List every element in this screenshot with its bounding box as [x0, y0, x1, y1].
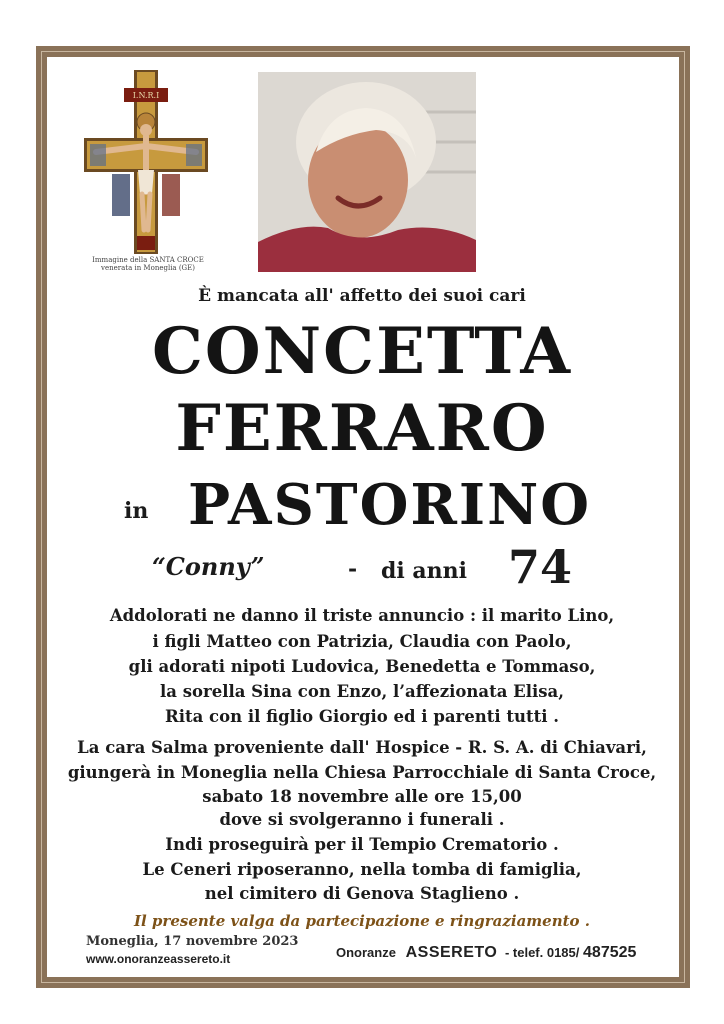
announcement-line: Addolorati ne danno il triste annuncio : il marito Lino,	[109, 606, 615, 625]
funeral-line: Le Ceneri riposeranno, nella tomba di famiglia,	[142, 860, 582, 879]
funeral-line: Indi proseguirà per il Tempio Crematorio .	[165, 835, 559, 854]
funeral-line: dove si svolgeranno i funerali .	[219, 810, 505, 829]
phone-label: - telef. 0185/	[504, 945, 580, 960]
crucifix-image	[84, 70, 208, 254]
onoranze-label: Onoranze	[336, 945, 396, 960]
phone-number: 487525	[583, 944, 637, 961]
announcement-line: i figli Matteo con Patrizia, Claudia con Paolo,	[152, 632, 572, 651]
caption-line: Immagine della SANTA CROCE	[92, 256, 204, 264]
announcement-line: Rita con il figlio Giorgio ed i parenti tutti .	[164, 707, 559, 726]
age-dash: -	[348, 556, 358, 582]
married-name: PASTORINO	[188, 472, 592, 538]
caption-line: venerata in Moneglia (GE)	[100, 264, 195, 272]
intro-text: È mancata all' affetto dei suoi cari	[198, 286, 526, 306]
brand-name: ASSERETO	[405, 944, 498, 961]
funeral-line: La cara Salma proveniente dall' Hospice - R. S. A. di Chiavari,	[77, 738, 647, 757]
announcement-line: la sorella Sina con Enzo, l’affezionata Elisa,	[160, 682, 564, 701]
age-value: 74	[508, 540, 573, 594]
nickname: “Conny”	[152, 552, 265, 581]
closing-line: Il presente valga da partecipazione e ringraziamento .	[134, 912, 590, 930]
funeral-home	[336, 944, 636, 962]
age-label: di anni	[381, 558, 468, 584]
svg-text:I.N.R.I: I.N.R.I	[132, 91, 160, 100]
funeral-line: giungerà in Moneglia nella Chiesa Parrocchiale di Santa Croce,	[67, 763, 657, 782]
website-link[interactable]: www.onoranzeassereto.it	[86, 952, 231, 966]
first-name: CONCETTA	[151, 314, 573, 389]
funeral-line: sabato 18 novembre alle ore 15,00	[202, 787, 522, 806]
last-name: FERRARO	[175, 391, 549, 466]
announcement-line: gli adorati nipoti Ludovica, Benedetta e Tommaso,	[128, 657, 596, 676]
crucifix-caption	[86, 256, 210, 272]
portrait-photo	[258, 72, 476, 272]
place-date: Moneglia, 17 novembre 2023	[86, 934, 299, 949]
funeral-line: nel cimitero di Genova Staglieno .	[204, 884, 520, 903]
in-word: in	[124, 498, 149, 524]
